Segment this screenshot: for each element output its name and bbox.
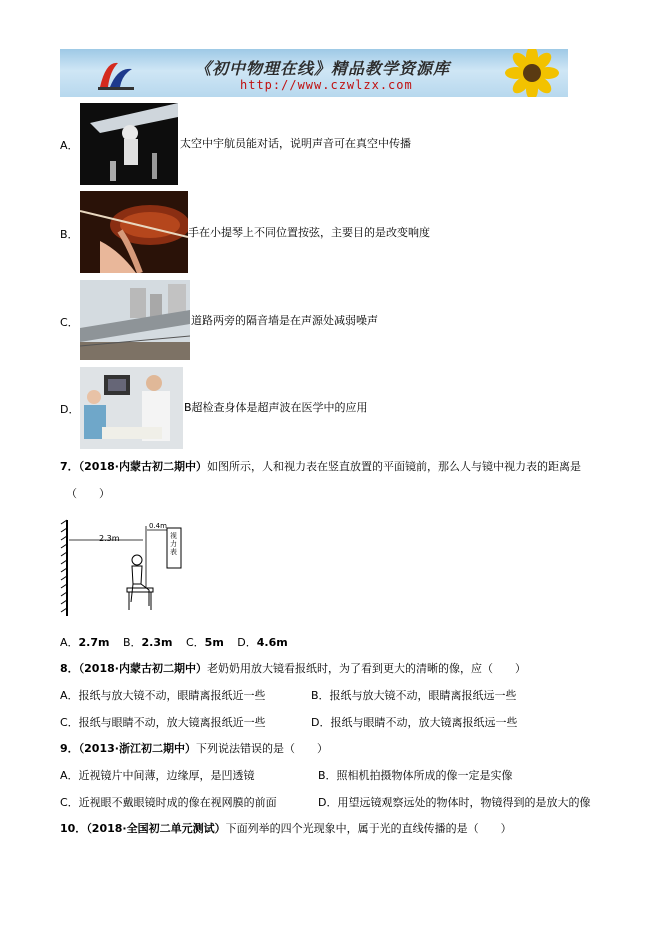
option-d-letter: D． <box>60 403 80 416</box>
q7-option-c-letter: C． <box>185 636 205 649</box>
q7-option-a-value: 2.7m <box>78 636 110 649</box>
option-d-text: B超检查身体是超声波在医学中的应用 <box>184 401 368 414</box>
question-7-number: 7． <box>60 460 79 473</box>
question-8-number: 8． <box>60 662 79 675</box>
question-10-number: 10． <box>60 822 87 835</box>
option-c-letter: C． <box>60 316 79 329</box>
question-10-source: （2018·全国初二单元测试） <box>86 822 226 835</box>
question-7-text: 如图所示，人和视力表在竖直放置的平面镜前，那么人与镜中视力表的距离是 <box>206 460 581 473</box>
q9-option-a: A．近视镜片中间薄，边缘厚，是凹透镜 <box>60 769 255 782</box>
question-7 <box>60 460 581 474</box>
sound-barrier-photo <box>80 280 190 360</box>
violin-photo <box>80 191 188 273</box>
mirror-figure <box>57 518 187 618</box>
q7-option-b-value: 2.3m <box>141 636 173 649</box>
q9-option-b: B．照相机拍摄物体所成的像一定是实像 <box>318 769 513 782</box>
question-10-text: 下面列举的四个光现象中，属于光的直线传播的是（ ） <box>225 822 512 835</box>
q9-option-d: D．用望远镜观察远处的物体时，物镜得到的是放大的像 <box>318 796 591 809</box>
q8-option-d: D．报纸与眼睛不动，放大镜离报纸远一些 <box>311 716 518 729</box>
option-b-letter: B． <box>60 228 79 241</box>
sunflower-icon <box>492 49 562 97</box>
q7-option-b-letter: B． <box>122 636 142 649</box>
q7-option-a-letter: A． <box>60 636 79 649</box>
q8-option-b: B．报纸与放大镜不动，眼睛离报纸远一些 <box>311 689 517 702</box>
option-a-text: 太空中宇航员能对话，说明声音可在真空中传播 <box>180 137 411 150</box>
ultrasound-photo <box>80 367 183 449</box>
header-banner <box>60 49 568 97</box>
logo-icon <box>96 57 136 91</box>
q8-option-a: A．报纸与放大镜不动，眼睛离报纸近一些 <box>60 689 266 702</box>
option-b-text: 手在小提琴上不同位置按弦，主要目的是改变响度 <box>188 226 430 239</box>
q8-option-c: C．报纸与眼睛不动，放大镜离报纸近一些 <box>60 716 266 729</box>
q7-option-c-value: 5m <box>204 636 224 649</box>
question-9-number: 9． <box>60 742 79 755</box>
question-10 <box>60 822 512 836</box>
question-8 <box>60 662 526 676</box>
question-9 <box>60 742 328 756</box>
option-c-text: 道路两旁的隔音墙是在声源处减弱噪声 <box>191 314 378 327</box>
question-9-text: 下列说法错误的是（ ） <box>195 742 328 755</box>
question-7-paren: （ ） <box>66 487 110 500</box>
banner-url: http://www.czwlzx.com <box>240 78 413 92</box>
option-a-letter: A． <box>60 139 79 152</box>
distance-label-0-4m: 0.4m <box>149 522 167 530</box>
q7-option-d-value: 4.6m <box>256 636 288 649</box>
q7-option-d-letter: D． <box>237 636 257 649</box>
banner-title: 《初中物理在线》精品教学资源库 <box>195 59 451 78</box>
astronaut-photo <box>80 103 178 185</box>
question-8-source: （2018·内蒙古初二期中） <box>78 662 207 675</box>
question-7-options <box>60 636 288 650</box>
question-8-text: 老奶奶用放大镜看报纸时，为了看到更大的清晰的像，应（ ） <box>206 662 526 675</box>
question-9-source: （2013·浙江初二期中） <box>78 742 196 755</box>
question-7-source: （2018·内蒙古初二期中） <box>78 460 207 473</box>
eye-chart-label: 视力表 <box>170 532 177 556</box>
distance-label-2-3m: 2.3m <box>99 534 120 543</box>
q9-option-c: C．近视眼不戴眼镜时成的像在视网膜的前面 <box>60 796 277 809</box>
